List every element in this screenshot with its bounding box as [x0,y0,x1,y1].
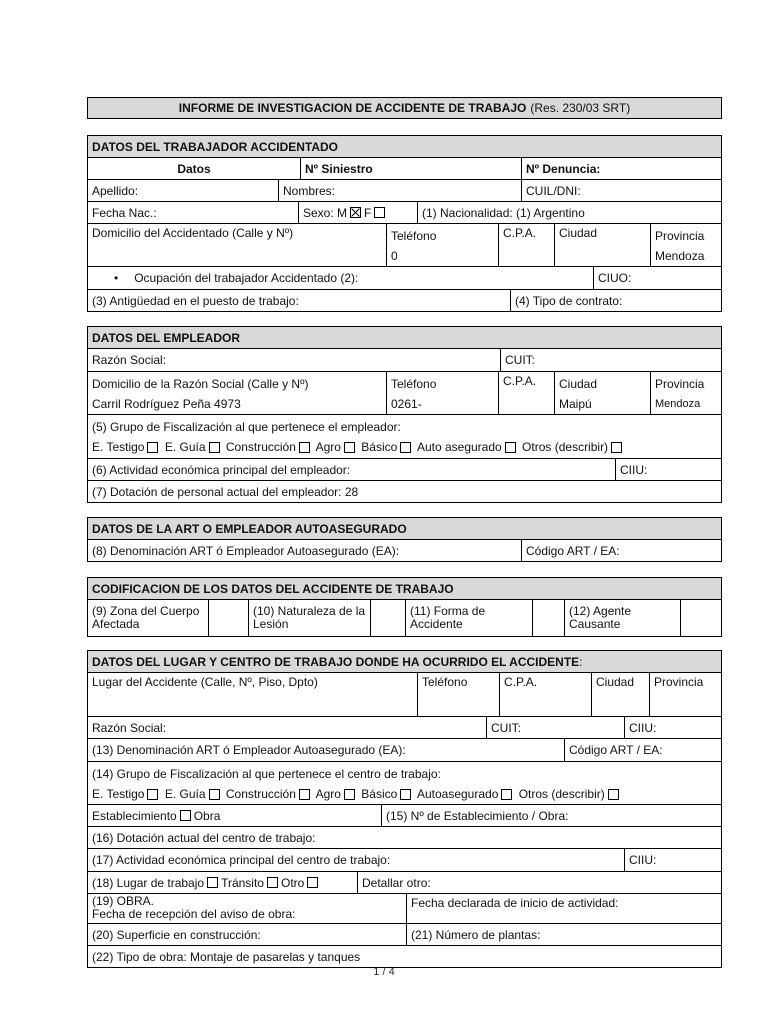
g-agro-label: Agro [315,440,341,454]
sexo-m-checkbox[interactable] [350,207,361,218]
g-testigo-checkbox[interactable] [147,442,158,453]
grupo-label: (5) Grupo de Fiscalización al que pertenece el empleador: [92,420,401,434]
g-testigo-label: E. Testigo [92,787,145,801]
telefono-field[interactable] [386,224,498,266]
domicilio-value: Carril Rodríguez Peña 4973 [92,397,241,411]
g-construccion-label: Construcción [225,440,296,454]
section-lugar [87,650,722,968]
nacionalidad-field[interactable]: (1) Nacionalidad: (1) Argentino [417,202,721,223]
fecha-nac-field[interactable]: Fecha Nac.: [92,205,157,220]
section-codificacion [87,577,722,637]
transito-label: Tránsito [221,875,264,890]
g-guia-label: E. Guía [164,440,206,454]
lugar-trabajo [88,872,357,893]
grupo-label: (14) Grupo de Fiscalización al que pertenece el centro de trabajo: [92,767,441,781]
cpa-field[interactable]: C.P.A. [499,673,591,716]
section-header-text: DATOS DEL LUGAR Y CENTRO DE TRABAJO DONDE HA OCURRIDO EL ACCIDENTE [92,654,580,669]
ciudad-field[interactable]: Ciudad [554,224,650,266]
lugar-trabajo-label: (18) Lugar de trabajo [92,875,205,890]
establecimiento-checkbox[interactable] [180,810,191,821]
obra-field[interactable] [88,894,406,923]
telefono-label: Teléfono [391,229,437,243]
section-trabajador [87,135,722,312]
bullet: • [114,271,119,285]
naturaleza-input[interactable] [370,600,405,636]
domicilio-field[interactable]: Domicilio del Accidentado (Calle y Nº) [92,226,294,240]
cuit-field[interactable]: CUIT: [500,349,721,371]
domicilio-field[interactable] [88,372,386,414]
g-auto-checkbox[interactable] [505,442,516,453]
lugar-accidente-field[interactable]: Lugar del Accidente (Calle, Nº, Piso, Dpto) [92,675,318,689]
actividad-field[interactable]: (6) Actividad económica principal del empleador: [92,462,351,477]
ciiu-field[interactable]: CIIU: [615,459,721,480]
apellido-field[interactable]: Apellido: [92,183,139,198]
contrato-field[interactable]: (4) Tipo de contrato: [510,290,721,311]
provincia-field[interactable] [650,224,721,266]
section-header: DATOS DE LA ART O EMPLEADOR AUTOASEGURADO [88,518,721,539]
antiguedad-field[interactable]: (3) Antigüedad en el puesto de trabajo: [92,293,299,308]
ocupacion-label: Ocupación del trabajador Accidentado (2): [134,271,359,285]
section-empleador [87,326,722,503]
title-main: INFORME DE INVESTIGACION DE ACCIDENTE DE TRABAJO [178,101,527,115]
sexo-f-label: F [364,205,372,220]
lugar-trabajo-checkbox[interactable] [207,877,218,888]
sexo-field [298,202,417,223]
g-agro-checkbox[interactable] [344,442,355,453]
section-header: DATOS DEL TRABAJADOR ACCIDENTADO [88,136,721,157]
document-title [87,97,722,119]
section-header: DATOS DEL EMPLEADOR [88,327,721,348]
ocupacion-field[interactable] [88,267,593,289]
telefono-label: Teléfono [391,377,437,391]
obra-label: Obra [193,808,221,823]
telefono-field[interactable] [386,372,498,414]
plantas-field[interactable]: (21) Número de plantas: [406,924,721,945]
forma-label: (11) Forma de Accidente [405,600,532,636]
detallar-field[interactable]: Detallar otro: [357,872,721,893]
ciudad-field[interactable] [554,372,650,414]
g-guia-checkbox[interactable] [209,442,220,453]
razon-social-field[interactable]: Razón Social: [92,353,167,367]
g-construccion-label: Construcción [225,787,296,801]
datos-label: Datos [177,161,211,176]
otro-checkbox[interactable] [307,877,318,888]
provincia-field[interactable] [650,372,721,414]
g-otros-checkbox[interactable] [608,789,619,800]
domicilio-label: Domicilio de la Razón Social (Calle y Nº) [92,377,309,391]
razon-social-field[interactable]: Razón Social: [92,720,167,735]
g-basico-label: Básico [361,787,398,801]
superficie-field[interactable]: (20) Superficie en construcción: [92,927,261,942]
agente-label: (12) Agente Causante [564,600,680,636]
g-construccion-checkbox[interactable] [299,789,310,800]
tipo-obra-field[interactable]: (22) Tipo de obra: Montaje de pasarelas y tanques [92,949,361,964]
ciudad-field[interactable]: Ciudad [591,673,649,716]
establecimiento-obra [88,805,381,826]
provincia-label: Provincia [655,229,705,243]
g-auto-label: Auto asegurado [416,440,502,454]
provincia-value: Mendoza [655,398,701,410]
ciiu2-field[interactable]: CIIU: [624,849,721,871]
telefono-field[interactable]: Teléfono [417,673,499,716]
ciudad-label: Ciudad [559,377,598,391]
establecimiento-label: Establecimiento [92,808,177,823]
provincia-value: Mendoza [655,249,705,263]
codigo-field[interactable]: Código ART / EA: [564,739,721,761]
g-basico-label: Básico [361,440,398,454]
g-otros-label: Otros (describir) [522,440,609,454]
transito-checkbox[interactable] [267,877,278,888]
ciiu-field[interactable]: CIIU: [624,717,721,738]
dotacion-field[interactable]: (7) Dotación de personal actual del empleador: 28 [92,484,359,499]
g-agro-checkbox[interactable] [344,789,355,800]
nombres-field[interactable]: Nombres: [278,180,521,201]
section-header: DATOS DEL LUGAR Y CENTRO DE TRABAJO DONDE HA OCURRIDO EL ACCIDENTE : [88,651,721,672]
dotacion-field[interactable]: (16) Dotación actual del centro de trabajo: [92,830,316,845]
n-establecimiento-field[interactable]: (15) Nº de Establecimiento / Obra: [381,805,721,826]
g-testigo-label: E. Testigo [92,440,145,454]
section-art [87,517,722,562]
fecha-recepcion-label: Fecha de recepción del aviso de obra: [92,907,296,921]
codigo-art-field[interactable]: Código ART / EA: [521,540,721,561]
actividad-field[interactable]: (17) Actividad económica principal del centro de trabajo: [92,853,391,867]
g-guia-label: E. Guía [164,787,206,801]
siniestro-field[interactable]: Nº Siniestro [300,158,521,179]
telefono-value: 0 [391,249,398,263]
g-guia-checkbox[interactable] [209,789,220,800]
agente-input[interactable] [680,600,721,636]
naturaleza-label: (10) Naturaleza de la Lesión [248,600,370,636]
g-otros-label: Otros (describir) [518,787,605,801]
g-basico-checkbox[interactable] [400,789,411,800]
denuncia-field[interactable]: Nº Denuncia: [521,158,721,179]
grupo-fiscalizacion [88,762,721,804]
sexo-f-checkbox[interactable] [374,207,385,218]
zona-cuerpo-label: (9) Zona del Cuerpo Afectada [92,604,200,631]
denominacion-field[interactable]: (13) Denominación ART ó Empleador Autoasegurado (EA): [92,743,406,757]
provincia-label: Provincia [655,377,705,391]
telefono-value: 0261- [391,397,422,411]
g-auto-checkbox[interactable] [501,789,512,800]
forma-input[interactable] [532,600,564,636]
section-header: CODIFICACION DE LOS DATOS DEL ACCIDENTE DE TRABAJO [88,578,721,599]
g-construccion-checkbox[interactable] [299,442,310,453]
cpa-field[interactable]: C.P.A. [498,224,554,266]
denominacion-art-field[interactable]: (8) Denominación ART ó Empleador Autoasegurado (EA): [92,543,400,558]
sexo-m-label: Sexo: M [303,205,348,220]
ciuo-field[interactable]: CIUO: [593,267,721,289]
provincia-field[interactable]: Provincia [649,673,721,716]
cuil-field[interactable]: CUIL/DNI: [521,180,721,201]
fecha-inicio-field[interactable]: Fecha declarada de inicio de actividad: [406,894,721,923]
grupo-fiscalizacion [88,415,721,458]
g-agro-label: Agro [315,787,341,801]
page-number: 1 / 4 [373,966,395,978]
g-auto-label: Autoasegurado [416,787,499,801]
obra19-label: (19) OBRA. [92,894,155,908]
g-testigo-checkbox[interactable] [147,789,158,800]
cuit-field[interactable]: CUIT: [486,717,624,738]
otro-label: Otro [280,875,305,890]
g-basico-checkbox[interactable] [400,442,411,453]
cpa-field[interactable]: C.P.A. [498,372,554,414]
ciudad-value: Maipú [559,397,592,411]
zona-cuerpo-input[interactable] [208,600,248,636]
title-resolution: (Res. 230/03 SRT) [530,101,631,115]
g-otros-checkbox[interactable] [611,442,622,453]
